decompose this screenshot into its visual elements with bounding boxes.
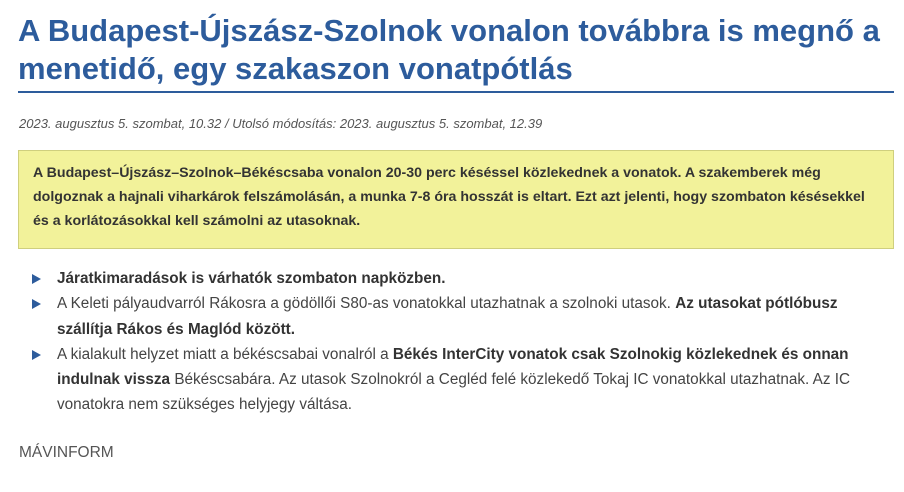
triangle-right-icon	[32, 299, 41, 309]
bullet-bold-text: Békés InterCity vonatok csak Szolnokig közlekednek és onnan indulnak vissza	[57, 345, 849, 389]
bullet-bold-text: Az utasokat pótlóbusz szállítja Rákos és Maglód között.	[57, 295, 838, 338]
list-item	[18, 266, 894, 291]
bullet-text: A kialakult helyzet miatt a békéscsabai vonalról a	[57, 345, 393, 363]
lead-text: A Budapest–Újszász–Szolnok–Békéscsaba vonalon 20-30 perc késéssel közlekednek a vonatok. A szakemberek még dolgoznak a hajnali viharkárok felszámolásán, a munka 7-8 óra hosszát is eltart. Ezt azt jelenti, hogy szombaton késésekkel és a korlátozásokkal kell számolni az utasoknak.	[33, 165, 865, 229]
bullet-bold-text: Járatkimaradások is várhatók szombaton napközben.	[57, 270, 446, 287]
triangle-right-icon	[32, 274, 41, 284]
list-item	[18, 291, 894, 342]
bullet-text: Békéscsabára. Az utasok Szolnokról a Cegléd felé közlekedő Tokaj IC vonatokkal utazhatnak. Az IC vonatokra nem szükséges helyjegy váltása.	[57, 371, 851, 414]
bullet-text: A Keleti pályaudvarról Rákosra a gödöllői S80-as vonatokkal utazhatnak a szolnoki utasok.	[57, 295, 676, 313]
article-source: MÁVINFORM	[19, 444, 114, 461]
lead-box	[18, 150, 894, 249]
triangle-right-icon	[32, 350, 41, 360]
article-title: A Budapest-Újszász-Szolnok vonalon továbbra is megnő a menetidő, egy szakaszon vonatpótlás	[18, 13, 880, 86]
article-meta: 2023. augusztus 5. szombat, 10.32 / Utolsó módosítás: 2023. augusztus 5. szombat, 12.39	[19, 116, 543, 131]
list-item	[18, 342, 894, 418]
title-divider	[18, 91, 894, 93]
bullet-list	[18, 266, 894, 418]
